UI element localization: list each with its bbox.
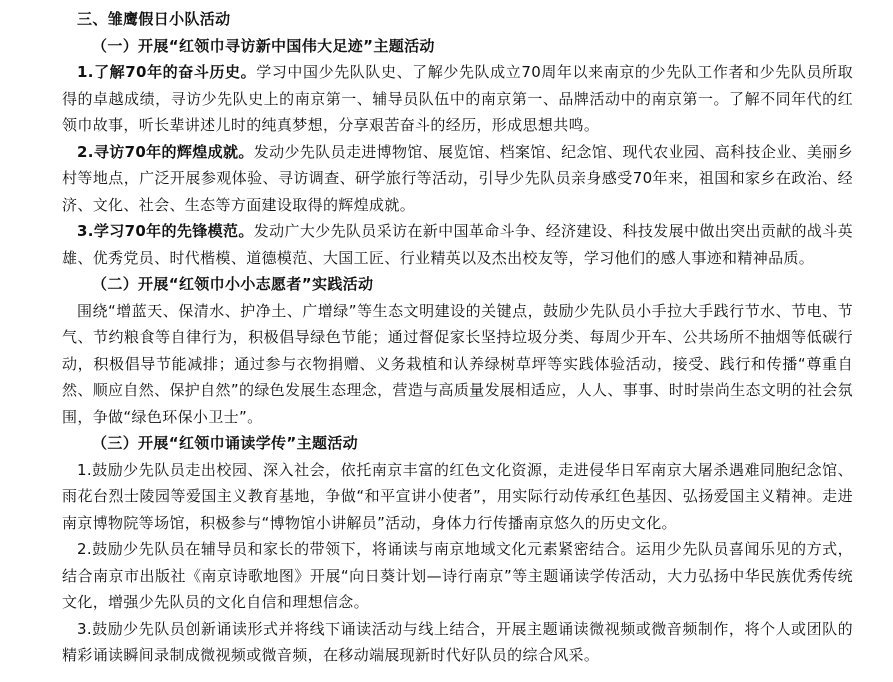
section-heading: 三、雏鹰假日小队活动 <box>77 10 231 28</box>
paragraph-item-1-2 <box>62 139 853 219</box>
paragraph-item-3-2: 2.鼓励少先队员在辅导员和家长的带领下，将诵读与南京地域文化元素紧密结合。运用少先队员喜闻乐见的方式，结合南京市出版社《南京诗歌地图》开展“向日葵计划—诗行南京”等主题诵读学传活动，大力弘扬中华民族优秀传统文化，增强少先队员的文化自信和理想信念。 <box>62 540 853 611</box>
paragraph-volunteer: 围绕“增蓝天、保清水、护净土、广增绿”等生态文明建设的关键点，鼓励少先队员小手拉大手践行节水、节电、节气、节约粮食等自律行为，积极倡导绿色节能；通过督促家长坚持垃圾分类、每周少开车、公共场所不抽烟等低碳行动，积极倡导节能减排；通过参与衣物捐赠、义务栽植和认养绿树草坪等实践体验活动，接受、践行和传播“尊重自然、顺应自然、保护自然”的绿色发展生态理念，营造与高质量发展相适应，人人、事事、时时崇尚生态文明的社会氛围，争做“绿色环保小卫士”。 <box>62 301 853 426</box>
paragraph-item-1-3 <box>62 218 853 271</box>
paragraph-item-3-3: 3.鼓励少先队员创新诵读形式并将线下诵读活动与线上结合，开展主题诵读微视频或微音频制作，将个人或团队的精彩诵读瞬间录制成微视频或微音频，在移动端展现新时代好队员的综合风采。 <box>62 619 853 664</box>
subsection-heading-2: （二）开展“红领巾小小志愿者”实践活动 <box>92 275 374 293</box>
subsection-heading-3: （三）开展“红领巾诵读学传”主题活动 <box>92 434 359 452</box>
item-lead: 1.了解70年的奋斗历史。 <box>77 63 257 81</box>
item-body: 发动少先队员走进博物馆、展览馆、档案馆、纪念馆、现代农业园、高科技企业、美丽乡村等地点，广泛开展参观体验、寻访调查、研学旅行等活动，引导少先队员亲身感受70年来，祖国和家乡在政治、经济、文化、社会、生态等方面建设取得的辉煌成就。 <box>62 142 854 214</box>
item-lead: 2.寻访70年的辉煌成就。 <box>77 142 254 161</box>
subsection-heading-1: （一）开展“红领巾寻访新中国伟大足迹”主题活动 <box>92 36 435 55</box>
item-body: 发动广大少先队员采访在新中国革命斗争、经济建设、科技发展中做出突出贡献的战斗英雄、优秀党员、时代楷模、道德模范、大国工匠、行业精英以及杰出校友等，学习他们的感人事迹和精神品质。 <box>62 222 854 267</box>
paragraph-item-1-1 <box>62 59 853 139</box>
item-lead: 3.学习70年的先锋模范。 <box>77 222 254 240</box>
item-body: 学习中国少先队队史、了解少先队成立70周年以来南京的少先队工作者和少先队员所取得的卓越成绩，寻访少先队史上的南京第一、辅导员队伍中的南京第一、品牌活动中的南京第一。了解不同年代的红领巾故事，听长辈讲述儿时的纯真梦想，分享艰苦奋斗的经历，形成思想共鸣。 <box>62 63 853 134</box>
paragraph-item-3-1: 1.鼓励少先队员走出校园、深入社会，依托南京丰富的红色文化资源，走进侵华日军南京大屠杀遇难同胞纪念馆、雨花台烈士陵园等爱国主义教育基地，争做“和平宣讲小使者”，用实际行动传承红色基因、弘扬爱国主义精神。走进南京博物院等场馆，积极参与“博物馆小讲解员”活动，身体力行传播南京悠久的历史文化。 <box>62 460 853 532</box>
